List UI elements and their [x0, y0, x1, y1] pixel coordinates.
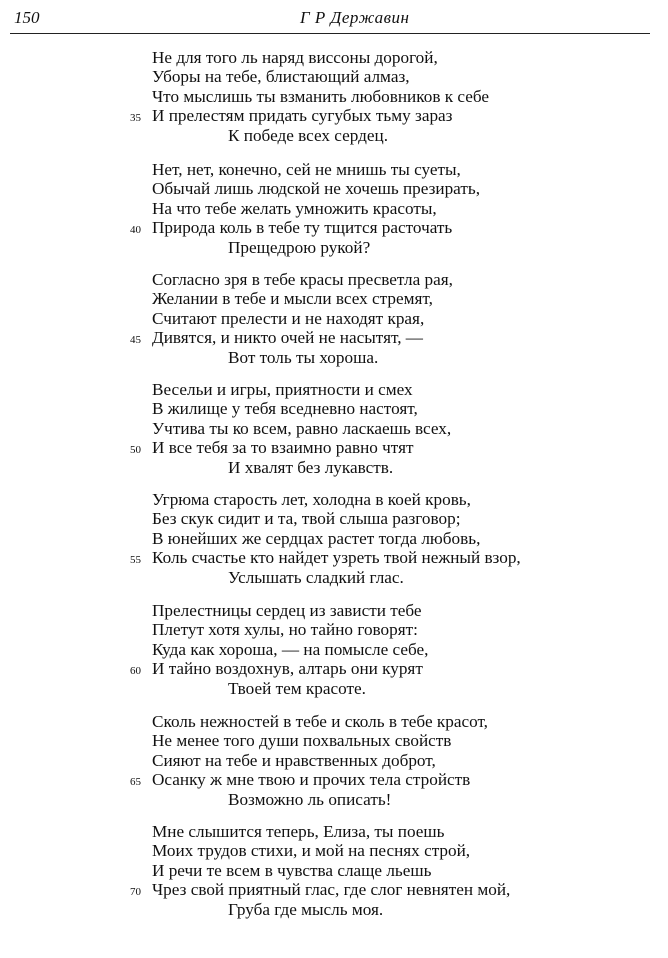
- verse-line: Не менее того души похвальных свойств: [152, 731, 452, 751]
- line-number: 45: [130, 334, 141, 347]
- line-number: 60: [130, 665, 141, 678]
- verse-line: Прелестницы сердец из зависти тебе: [152, 601, 422, 620]
- verse-line: Осанку ж мне твою и прочих тела стройств: [152, 770, 471, 790]
- refrain-line: Твоей тем красоте.: [228, 678, 366, 698]
- verse-line: Уборы на тебе, блистающий алмаз,: [152, 67, 410, 87]
- verse-line: И речи те всем в чувства слаще льешь: [152, 860, 432, 880]
- verse-line: Моих трудов стихи, и мой на песнях строй,: [152, 841, 471, 861]
- verse-line: Весельи и игры, приятности и смех: [152, 380, 413, 399]
- verse-line: Угрюма старость лет, холодна в коей кровь,: [152, 490, 471, 509]
- page-number: 150: [14, 8, 40, 27]
- verse-line: И тайно воздохнув, алтарь они курят: [152, 659, 423, 679]
- verse-line: Желании в тебе и мысли всех стремят,: [152, 289, 433, 309]
- refrain-line: К победе всех сердец.: [228, 125, 388, 145]
- line-number: 70: [130, 886, 141, 899]
- verse-line: На что тебе желать умножить красоты,: [152, 198, 437, 218]
- refrain-line: Услышать сладкий глас.: [228, 567, 404, 587]
- refrain-line: Вот толь ты хороша.: [228, 347, 379, 367]
- verse-line: Что мыслишь ты взманить любовников к себе: [152, 86, 490, 106]
- page-header: [0, 0, 668, 34]
- verse-line: Обычай лишь людской не хочешь презирать,: [152, 179, 480, 199]
- verse-line: Чрез свой приятный глас, где слог невнятен мой,: [152, 880, 511, 900]
- line-number: 55: [130, 554, 141, 567]
- verse-line: Природа коль в тебе ту тщится расточать: [152, 218, 453, 238]
- line-number: 35: [130, 112, 141, 125]
- verse-line: И прелестям придать сугубых тьму зараз: [152, 106, 453, 126]
- verse-line: В жилище у тебя вседневно настоят,: [152, 399, 418, 419]
- verse-line: Плетут хотя хулы, но тайно говорят:: [152, 620, 418, 640]
- refrain-line: И хвалят без лукавств.: [228, 457, 394, 477]
- header-rule: [10, 33, 650, 34]
- verse-line: В юнейших же сердцах растет тогда любовь,: [152, 528, 481, 548]
- verse-line: Куда как хороша, — на помысле себе,: [152, 639, 429, 659]
- refrain-line: Возможно ль описать!: [228, 789, 392, 809]
- verse-line: Без скук сидит и та, твой слыша разговор;: [152, 509, 461, 529]
- line-number: 65: [130, 776, 141, 789]
- refrain-line: Груба где мысль моя.: [228, 899, 384, 919]
- line-number: 40: [130, 224, 141, 237]
- verse-line: Не для того ль наряд виссоны дорогой,: [152, 48, 438, 67]
- verse-line: Мне слышится теперь, Елиза, ты поешь: [152, 822, 445, 841]
- running-title: Г Р Державин: [300, 8, 410, 27]
- verse-line: Согласно зря в тебе красы пресветла рая,: [152, 270, 453, 289]
- verse-line: И все тебя за то взаимно равно чтят: [152, 438, 414, 458]
- verse-line: Сияют на тебе и нравственных доброт,: [152, 750, 436, 770]
- verse-line: Дивятся, и никто очей не насытят, —: [152, 328, 423, 348]
- verse-line: Нет, нет, конечно, сей не мнишь ты суеты,: [152, 160, 461, 179]
- line-number: 50: [130, 444, 141, 457]
- verse-line: Коль счастье кто найдет узреть твой нежный взор,: [152, 548, 521, 568]
- verse-line: Считают прелести и не находят края,: [152, 308, 425, 328]
- refrain-line: Прещедрою рукой?: [228, 237, 371, 257]
- verse-line: Сколь нежностей в тебе и сколь в тебе красот,: [152, 712, 488, 731]
- verse-line: Учтива ты ко всем, равно ласкаешь всех,: [152, 418, 452, 438]
